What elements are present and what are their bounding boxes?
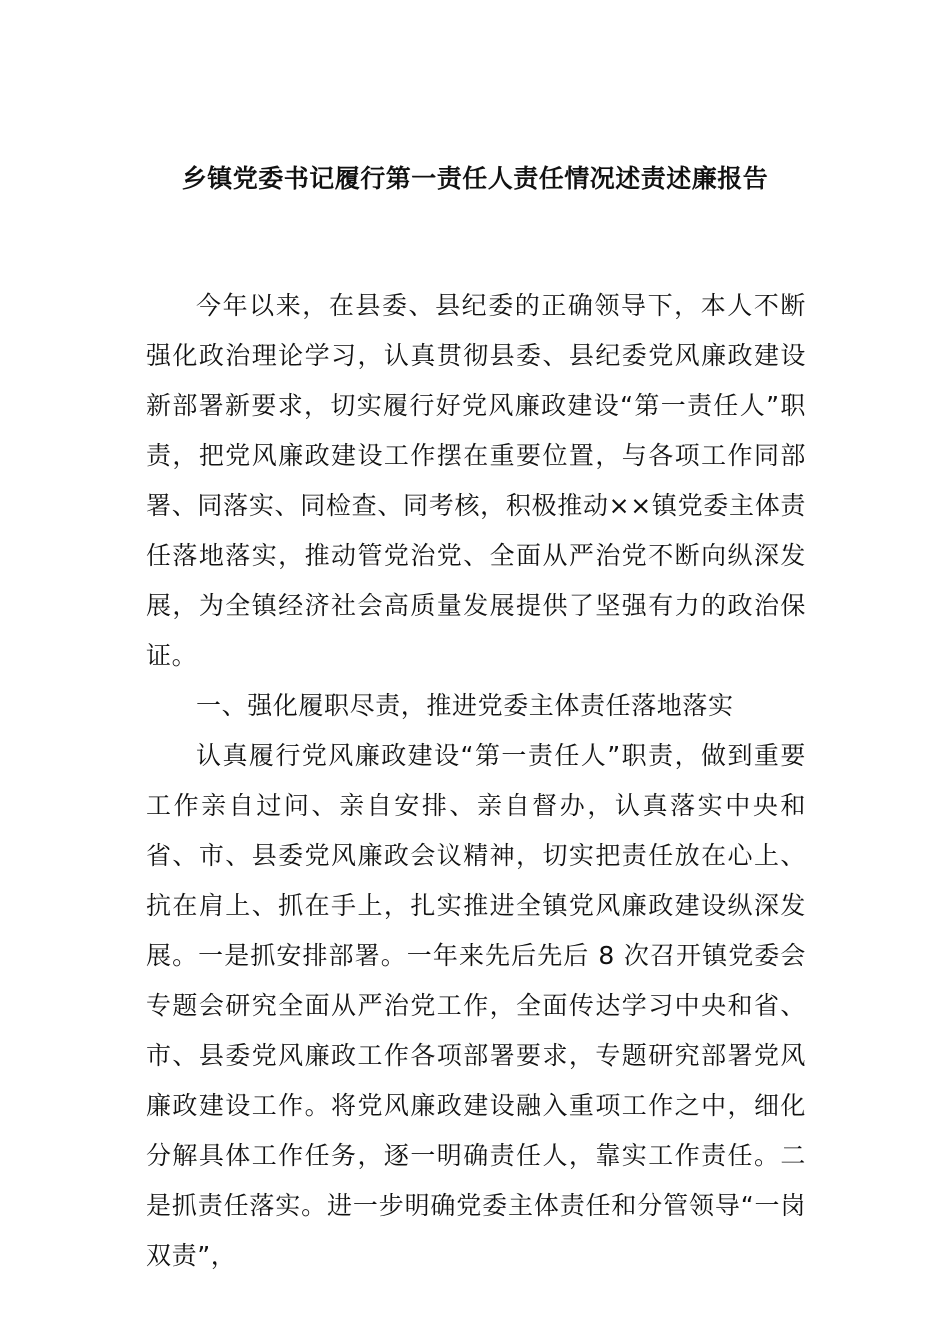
- document-body: [146, 281, 806, 1281]
- section-heading-1: 一、强化履职尽责，推进党委主体责任落地落实: [196, 691, 734, 720]
- intro-paragraph: 今年以来，在县委、县纪委的正确领导下，本人不断强化政治理论学习，认真贯彻县委、县纪委党风廉政建设新部署新要求，切实履行好党风廉政建设“第一责任人”职责，把党风廉政建设工作摆在重要位置，与各项工作同部署、同落实、同检查、同考核，积极推动××镇党委主体责任落地落实，推动管党治党、全面从严治党不断向纵深发展，为全镇经济社会高质量发展提供了坚强有力的政治保证。: [146, 291, 806, 670]
- document-title: 乡镇党委书记履行第一责任人责任情况述责述廉报告: [181, 164, 769, 193]
- section-1-paragraph: 认真履行党风廉政建设“第一责任人”职责，做到重要工作亲自过问、亲自安排、亲自督办，认真落实中央和省、市、县委党风廉政会议精神，切实把责任放在心上、抗在肩上、抓在手上，扎实推进全镇党风廉政建设纵深发展。一是抓安排部署。一年来先后先后 8 次召开镇党委会专题会研究全面从严治党工作，全面传达学习中央和省、市、县委党风廉政工作各项部署要求，专题研究部署党风廉政建设工作。将党风廉政建设融入重项工作之中，细化分解具体工作任务，逐一明确责任人，靠实工作责任。二是抓责任落实。进一步明确党委主体责任和分管领导“一岗双责”，: [146, 741, 806, 1270]
